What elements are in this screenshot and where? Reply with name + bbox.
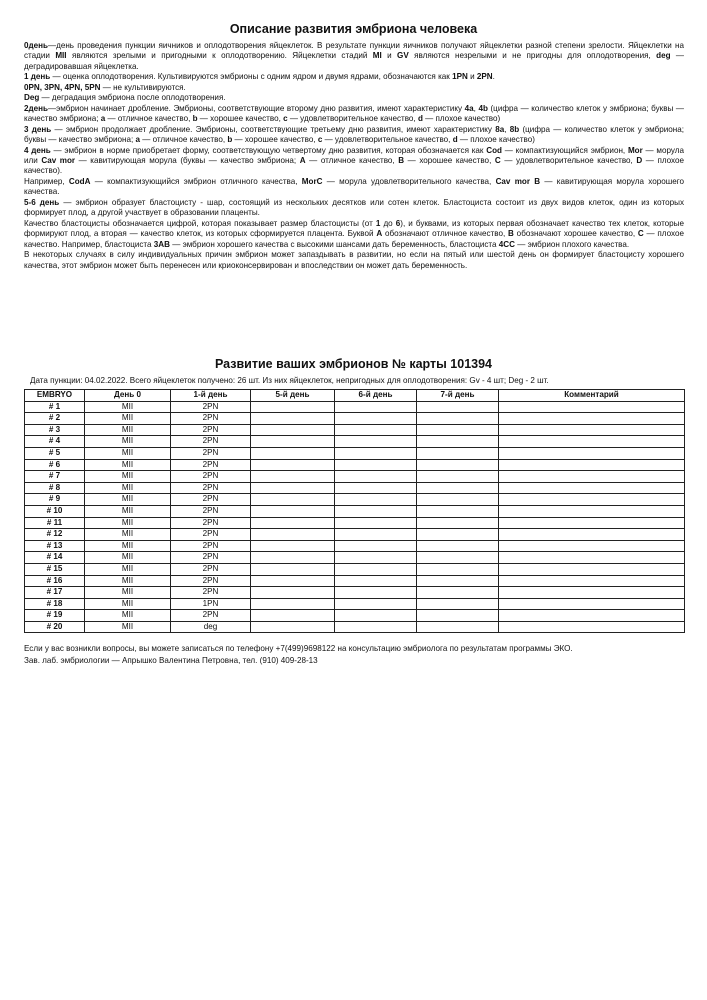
day7-cell xyxy=(417,424,499,436)
day5-cell xyxy=(251,424,335,436)
day7-cell xyxy=(417,563,499,575)
day6-cell xyxy=(335,517,417,529)
day1-cell: 2PN xyxy=(171,436,251,448)
day0-cell: MII xyxy=(85,529,171,541)
day0-cell: MII xyxy=(85,610,171,622)
comment-cell xyxy=(499,575,685,587)
day0-cell: MII xyxy=(85,471,171,483)
day6-cell xyxy=(335,540,417,552)
day7-cell xyxy=(417,401,499,413)
desc-delayed-development: В некоторых случаях в силу индивидуальных причин эмбрион может запаздывать в развитии, но если на пятый или шестой день он формирует бластоцисту хорошего качества, этот эмбрион может быть перенесен или криоконсервирован и впоследствии он может дать беременность. xyxy=(24,250,684,270)
day0-cell: MII xyxy=(85,505,171,517)
embryo-number: # 11 xyxy=(25,517,85,529)
description-title: Описание развития эмбриона человека xyxy=(229,22,478,36)
day0-cell: MII xyxy=(85,401,171,413)
day6-cell xyxy=(335,621,417,633)
day7-cell xyxy=(417,471,499,483)
table-row xyxy=(25,587,685,599)
comment-cell xyxy=(499,505,685,517)
table-row xyxy=(25,575,685,587)
day5-cell xyxy=(251,505,335,517)
day1-cell: 2PN xyxy=(171,459,251,471)
day5-cell xyxy=(251,540,335,552)
puncture-info: Дата пункции: 04.02.2022. Всего яйцеклеток получено: 26 шт. Из них яйцеклеток, непригодных для оплодотворения: Gv - 4 шт; Deg - 2 шт. xyxy=(30,376,549,385)
day5-cell xyxy=(251,517,335,529)
day6-cell xyxy=(335,598,417,610)
day1-cell: deg xyxy=(171,621,251,633)
day6-cell xyxy=(335,447,417,459)
day0-cell: MII xyxy=(85,413,171,425)
comment-cell xyxy=(499,529,685,541)
embryo-number: # 19 xyxy=(25,610,85,622)
day7-cell xyxy=(417,575,499,587)
table-row xyxy=(25,621,685,633)
comment-cell xyxy=(499,459,685,471)
footer-contact: Если у вас возникли вопросы, вы можете записаться по телефону +7(499)9698122 на консультацию эмбриолога по результатам программы ЭКО. xyxy=(24,644,573,653)
day6-cell xyxy=(335,436,417,448)
day5-cell xyxy=(251,447,335,459)
day0-cell: MII xyxy=(85,540,171,552)
table-row xyxy=(25,413,685,425)
description-body xyxy=(24,41,684,271)
day5-cell xyxy=(251,552,335,564)
day5-cell xyxy=(251,459,335,471)
day6-cell xyxy=(335,563,417,575)
comment-cell xyxy=(499,471,685,483)
day0-cell: MII xyxy=(85,587,171,599)
day6-cell xyxy=(335,482,417,494)
day0-cell: MII xyxy=(85,575,171,587)
table-row xyxy=(25,563,685,575)
day6-cell xyxy=(335,459,417,471)
table-row xyxy=(25,471,685,483)
day7-cell xyxy=(417,494,499,506)
day6-cell xyxy=(335,552,417,564)
comment-cell xyxy=(499,587,685,599)
embryo-number: # 7 xyxy=(25,471,85,483)
table-row xyxy=(25,517,685,529)
day5-cell xyxy=(251,575,335,587)
day1-cell: 2PN xyxy=(171,447,251,459)
table-row xyxy=(25,505,685,517)
day7-cell xyxy=(417,587,499,599)
day6-cell xyxy=(335,494,417,506)
day6-cell xyxy=(335,424,417,436)
desc-day5-6: 5-6 день — эмбрион образует бластоцисту - шар, состоящий из нескольких десятков или сотен клеток. Бластоциста состоит из двух видов клеток, один из которых формирует плод, а другой участвует в образовании плаценты. xyxy=(24,197,684,218)
desc-day2: 2день—эмбрион начинает дробление. Эмбрионы, соответствующие второму дню развития, имеют характеристику 4a, 4b (цифра — количество клеток у эмбриона; буквы — качество эмбриона; a — отличное качество, b — хорошее качество, c — удовлетворительное качество, d — плохое качество) xyxy=(24,103,684,124)
embryo-number: # 1 xyxy=(25,401,85,413)
day5-cell xyxy=(251,482,335,494)
day6-cell xyxy=(335,575,417,587)
embryo-number: # 15 xyxy=(25,563,85,575)
day0-cell: MII xyxy=(85,447,171,459)
comment-cell xyxy=(499,494,685,506)
embryo-number: # 2 xyxy=(25,413,85,425)
day5-cell xyxy=(251,621,335,633)
day5-cell xyxy=(251,598,335,610)
day6-cell xyxy=(335,529,417,541)
comment-cell xyxy=(499,621,685,633)
embryo-number: # 16 xyxy=(25,575,85,587)
day7-cell xyxy=(417,621,499,633)
embryo-number: # 14 xyxy=(25,552,85,564)
day0-cell: MII xyxy=(85,598,171,610)
desc-day0: 0день—день проведения пункции яичников и оплодотворения яйцеклеток. В результате пункции яичников получают яйцеклетки разной степени зрелости. Яйцеклетки на стадии MII являются зрелыми и пригодными к оплодотворению. Яйцеклетки стадий MI и GV являются незрелыми и не пригодны для оплодотворения, deg — деградировавшая яйцеклетка. xyxy=(24,41,684,71)
day7-cell xyxy=(417,598,499,610)
day5-cell xyxy=(251,436,335,448)
day0-cell: MII xyxy=(85,517,171,529)
comment-cell xyxy=(499,552,685,564)
embryo-number: # 10 xyxy=(25,505,85,517)
embryo-number: # 12 xyxy=(25,529,85,541)
desc-blastocyst-quality: Качество бластоцисты обозначается цифрой, которая показывает размер бластоцисты (от 1 до 6), и буквами, из которых первая обозначает качество тех клеток, которые формируют плод, а вторая — качество клеток, из которых сформируется плацента. Буквой A обозначают отличное качество, B обозначают хорошее качество, C — плохое качество. Например, бластоциста 3AB — эмбрион хорошего качества с высокими шансами дать беременность, бластоциста 4CC — эмбрион плохого качества. xyxy=(24,218,685,249)
col-day0: День 0 xyxy=(85,390,171,402)
day0-cell: MII xyxy=(85,436,171,448)
embryo-table xyxy=(24,389,685,633)
comment-cell xyxy=(499,436,685,448)
comment-cell xyxy=(499,517,685,529)
day7-cell xyxy=(417,552,499,564)
col-embryo: EMBRYO xyxy=(25,390,85,402)
embryos-title: Развитие ваших эмбрионов № карты 101394 xyxy=(215,357,492,371)
day1-cell: 2PN xyxy=(171,575,251,587)
day0-cell: MII xyxy=(85,424,171,436)
table-row xyxy=(25,494,685,506)
day6-cell xyxy=(335,587,417,599)
day1-cell: 2PN xyxy=(171,482,251,494)
day5-cell xyxy=(251,413,335,425)
day1-cell: 2PN xyxy=(171,424,251,436)
col-day1: 1-й день xyxy=(171,390,251,402)
day7-cell xyxy=(417,482,499,494)
table-header-row xyxy=(25,390,685,402)
comment-cell xyxy=(499,424,685,436)
day0-cell: MII xyxy=(85,552,171,564)
desc-not-cultivated: 0PN, 3PN, 4PN, 5PN — не культивируются. xyxy=(24,82,186,92)
day1-cell: 2PN xyxy=(171,517,251,529)
day6-cell xyxy=(335,413,417,425)
day7-cell xyxy=(417,540,499,552)
table-row xyxy=(25,459,685,471)
embryo-number: # 20 xyxy=(25,621,85,633)
day7-cell xyxy=(417,459,499,471)
comment-cell xyxy=(499,482,685,494)
table-row xyxy=(25,447,685,459)
embryo-number: # 18 xyxy=(25,598,85,610)
comment-cell xyxy=(499,610,685,622)
comment-cell xyxy=(499,563,685,575)
day1-cell: 1PN xyxy=(171,598,251,610)
day1-cell: 2PN xyxy=(171,401,251,413)
day0-cell: MII xyxy=(85,621,171,633)
table-row xyxy=(25,482,685,494)
day7-cell xyxy=(417,505,499,517)
table-body xyxy=(25,401,685,633)
desc-day3: 3 день — эмбрион продолжает дробление. Эмбрионы, соответствующие третьему дню развития, имеют характеристику 8a, 8b (цифра — количество клеток у эмбриона; буквы — качество эмбриона; a — отличное качество, b — хорошее качество, c — удовлетворительное качество, d — плохое качество) xyxy=(24,124,684,145)
day6-cell xyxy=(335,471,417,483)
day1-cell: 2PN xyxy=(171,494,251,506)
embryo-number: # 8 xyxy=(25,482,85,494)
desc-day1: 1 день — оценка оплодотворения. Культивируются эмбрионы с одним ядром и двумя ядрами, обозначаются как 1PN и 2PN. xyxy=(24,72,495,82)
day6-cell xyxy=(335,610,417,622)
day1-cell: 2PN xyxy=(171,540,251,552)
day1-cell: 2PN xyxy=(171,610,251,622)
col-comment: Комментарий xyxy=(499,390,685,402)
day5-cell xyxy=(251,494,335,506)
day5-cell xyxy=(251,610,335,622)
col-day7: 7-й день xyxy=(417,390,499,402)
embryo-number: # 13 xyxy=(25,540,85,552)
desc-deg: Deg — деградация эмбриона после оплодотворения. xyxy=(24,93,226,103)
day5-cell xyxy=(251,529,335,541)
day6-cell xyxy=(335,401,417,413)
day1-cell: 2PN xyxy=(171,587,251,599)
day7-cell xyxy=(417,610,499,622)
day1-cell: 2PN xyxy=(171,413,251,425)
day7-cell xyxy=(417,413,499,425)
embryo-number: # 4 xyxy=(25,436,85,448)
desc-day4-example: Например, CodA — компактизующийся эмбрион отличного качества, MorC — морула удовлетворительного качества, Cav mor B — кавитирующая морула хорошего качества. xyxy=(24,176,684,197)
embryo-number: # 9 xyxy=(25,494,85,506)
day0-cell: MII xyxy=(85,563,171,575)
embryo-number: # 5 xyxy=(25,447,85,459)
footer-head-of-lab: Зав. лаб. эмбриологии — Апрышко Валентина Петровна, тел. (910) 409-28-13 xyxy=(24,656,318,665)
comment-cell xyxy=(499,540,685,552)
day1-cell: 2PN xyxy=(171,505,251,517)
comment-cell xyxy=(499,413,685,425)
day7-cell xyxy=(417,517,499,529)
day0-cell: MII xyxy=(85,494,171,506)
day0-cell: MII xyxy=(85,482,171,494)
footer xyxy=(24,643,689,667)
comment-cell xyxy=(499,598,685,610)
day5-cell xyxy=(251,563,335,575)
day7-cell xyxy=(417,436,499,448)
table-row xyxy=(25,401,685,413)
table-row xyxy=(25,529,685,541)
embryo-number: # 3 xyxy=(25,424,85,436)
table-row xyxy=(25,598,685,610)
day1-cell: 2PN xyxy=(171,471,251,483)
col-day6: 6-й день xyxy=(335,390,417,402)
table-row xyxy=(25,552,685,564)
day1-cell: 2PN xyxy=(171,563,251,575)
table-row xyxy=(25,436,685,448)
embryo-number: # 6 xyxy=(25,459,85,471)
embryo-number: # 17 xyxy=(25,587,85,599)
table-row xyxy=(25,540,685,552)
comment-cell xyxy=(499,447,685,459)
comment-cell xyxy=(499,401,685,413)
day5-cell xyxy=(251,401,335,413)
day7-cell xyxy=(417,447,499,459)
day5-cell xyxy=(251,587,335,599)
day1-cell: 2PN xyxy=(171,529,251,541)
table-row xyxy=(25,424,685,436)
day7-cell xyxy=(417,529,499,541)
day5-cell xyxy=(251,471,335,483)
table-row xyxy=(25,610,685,622)
day6-cell xyxy=(335,505,417,517)
desc-day4: 4 день — эмбрион в норме приобретает форму, соответствующую четвертому дню развития, которая обозначается как Cod — компактизующийся эмбрион, Mor — морула или Cav mor — кавитирующая морула (буквы — качество эмбриона; A — отличное качество, B — хорошее качество, C — удовлетворительное качество, D — плохое качество). xyxy=(24,145,685,176)
col-day5: 5-й день xyxy=(251,390,335,402)
day0-cell: MII xyxy=(85,459,171,471)
day1-cell: 2PN xyxy=(171,552,251,564)
